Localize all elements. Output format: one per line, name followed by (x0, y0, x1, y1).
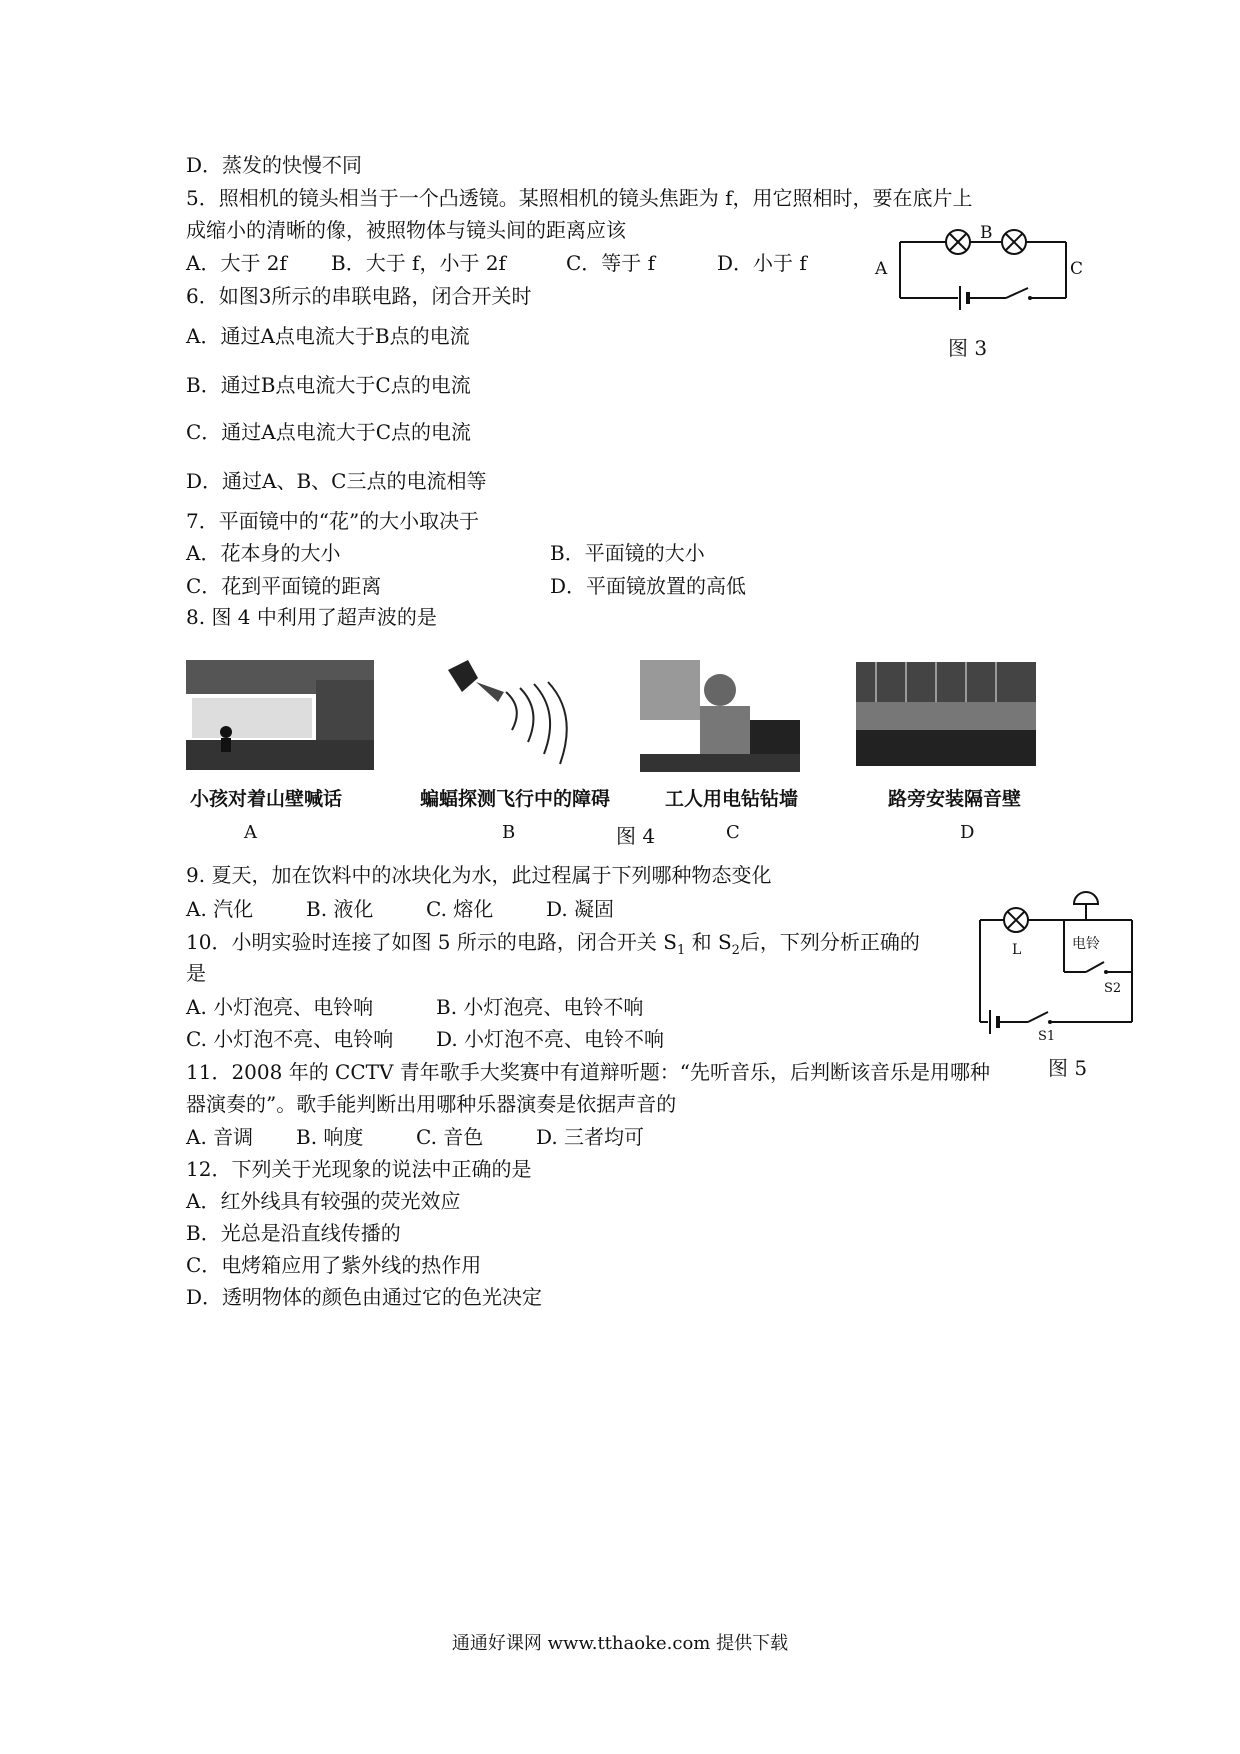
q12-option-a: A．红外线具有较强的荧光效应 (186, 1189, 461, 1213)
q6-option-a: A．通过A点电流大于B点的电流 (186, 324, 470, 348)
fig5-label: 图 5 (1048, 1056, 1088, 1080)
q11-stem-line2: 器演奏的”。歌手能判断出用哪种乐器演奏是依据声音的 (186, 1092, 677, 1116)
q9-stem: 9. 夏天，加在饮料中的冰块化为水，此过程属于下列哪种物态变化 (186, 863, 772, 887)
q7-stem: 7．平面镜中的“花”的大小取决于 (186, 509, 480, 533)
q10-stem-line2: 是 (186, 961, 206, 985)
fig4-b-bat-sonar-image (428, 652, 596, 770)
q5-option-a: A．大于 2f (186, 251, 287, 275)
q5-stem-line1: 5．照相机的镜头相当于一个凸透镜。某照相机的镜头焦距为 f，用它照相时，要在底片上 (186, 186, 973, 210)
q12-stem: 12．下列关于光现象的说法中正确的是 (186, 1157, 532, 1181)
fig3-label: 图 3 (948, 336, 988, 360)
q7-option-a: A．花本身的大小 (186, 541, 341, 565)
fig4-b-letter: B (502, 822, 516, 843)
fig4-d-letter: D (960, 822, 975, 843)
q5-option-c: C．等于 f (566, 251, 656, 275)
q6-stem: 6．如图3所示的串联电路，闭合开关时 (186, 284, 532, 308)
q9-option-d: D. 凝固 (546, 897, 615, 921)
q5-stem-line2: 成缩小的清晰的像，被照物体与镜头间的距离应该 (186, 218, 626, 242)
fig5-s1-label: S1 (1038, 1029, 1056, 1042)
q10-option-a: A. 小灯泡亮、电铃响 (186, 995, 374, 1019)
fig4-d-sound-barrier-image (856, 648, 1036, 766)
q10-option-d: D. 小灯泡不亮、电铃不响 (436, 1027, 665, 1051)
fig4-c-worker-drill-image (640, 650, 800, 772)
q11-option-b: B. 响度 (296, 1125, 364, 1149)
fig4-a-letter: A (244, 822, 257, 843)
fig4-c-caption: 工人用电钻钻墙 (665, 788, 799, 810)
q12-option-d: D．透明物体的颜色由通过它的色光决定 (186, 1285, 543, 1309)
fig5-lamp-label: L (1012, 942, 1022, 958)
page-footer: 通通好课网 www.tthaoke.com 提供下载 (451, 1633, 789, 1654)
q5-option-d: D．小于 f (717, 251, 807, 275)
q11-option-d: D. 三者均可 (536, 1125, 645, 1149)
q9-option-b: B. 液化 (306, 897, 374, 921)
q7-option-d: D．平面镜放置的高低 (550, 574, 747, 598)
q6-option-c: C．通过A点电流大于C点的电流 (186, 420, 472, 444)
q6-option-b: B．通过B点电流大于C点的电流 (186, 373, 471, 397)
q10-stem-line1: 10．小明实验时连接了如图 5 所示的电路，闭合开关 $S_1$ 和 $S_2$后，下列分析正确的 (186, 930, 920, 958)
q4-option-d: D．蒸发的快慢不同 (186, 153, 363, 177)
q8-stem: 8. 图 4 中利用了超声波的是 (186, 605, 437, 629)
q12-option-c: C．电烤箱应用了紫外线的热作用 (186, 1253, 482, 1277)
fig4-a-child-shouting-image (186, 660, 374, 770)
q7-option-b: B．平面镜的大小 (550, 541, 705, 565)
fig4-c-letter: C (726, 822, 740, 843)
q6-option-d: D．通过A、B、C三点的电流相等 (186, 469, 487, 493)
fig5-s2-label: S2 (1104, 981, 1122, 996)
q5-option-b: B．大于 f，小于 2f (331, 251, 506, 275)
q9-option-c: C. 熔化 (426, 897, 494, 921)
fig3-point-c: C (1070, 259, 1084, 279)
figure-5-circuit (968, 890, 1140, 1042)
fig5-bell-label: 电铃 (1072, 936, 1100, 952)
fig4-b-caption: 蝙蝠探测飞行中的障碍 (420, 788, 611, 810)
fig3-point-b: B (980, 223, 993, 243)
figure-3-series-circuit (870, 222, 1090, 312)
q9-option-a: A. 汽化 (186, 897, 254, 921)
q11-option-c: C. 音色 (416, 1125, 484, 1149)
fig4-label: 图 4 (616, 824, 656, 848)
q12-option-b: B．光总是沿直线传播的 (186, 1221, 401, 1245)
q7-option-c: C．花到平面镜的距离 (186, 574, 382, 598)
fig4-d-caption: 路旁安装隔音壁 (888, 788, 1022, 810)
q11-option-a: A. 音调 (186, 1125, 254, 1149)
q10-option-c: C. 小灯泡不亮、电铃响 (186, 1027, 394, 1051)
fig3-point-a: A (875, 259, 888, 279)
q10-option-b: B. 小灯泡亮、电铃不响 (436, 995, 644, 1019)
fig4-a-caption: 小孩对着山壁喊话 (190, 788, 343, 810)
q11-stem-line1: 11．2008 年的 CCTV 青年歌手大奖赛中有道辩听题：“先听音乐，后判断该音乐是用哪种 (186, 1060, 991, 1084)
